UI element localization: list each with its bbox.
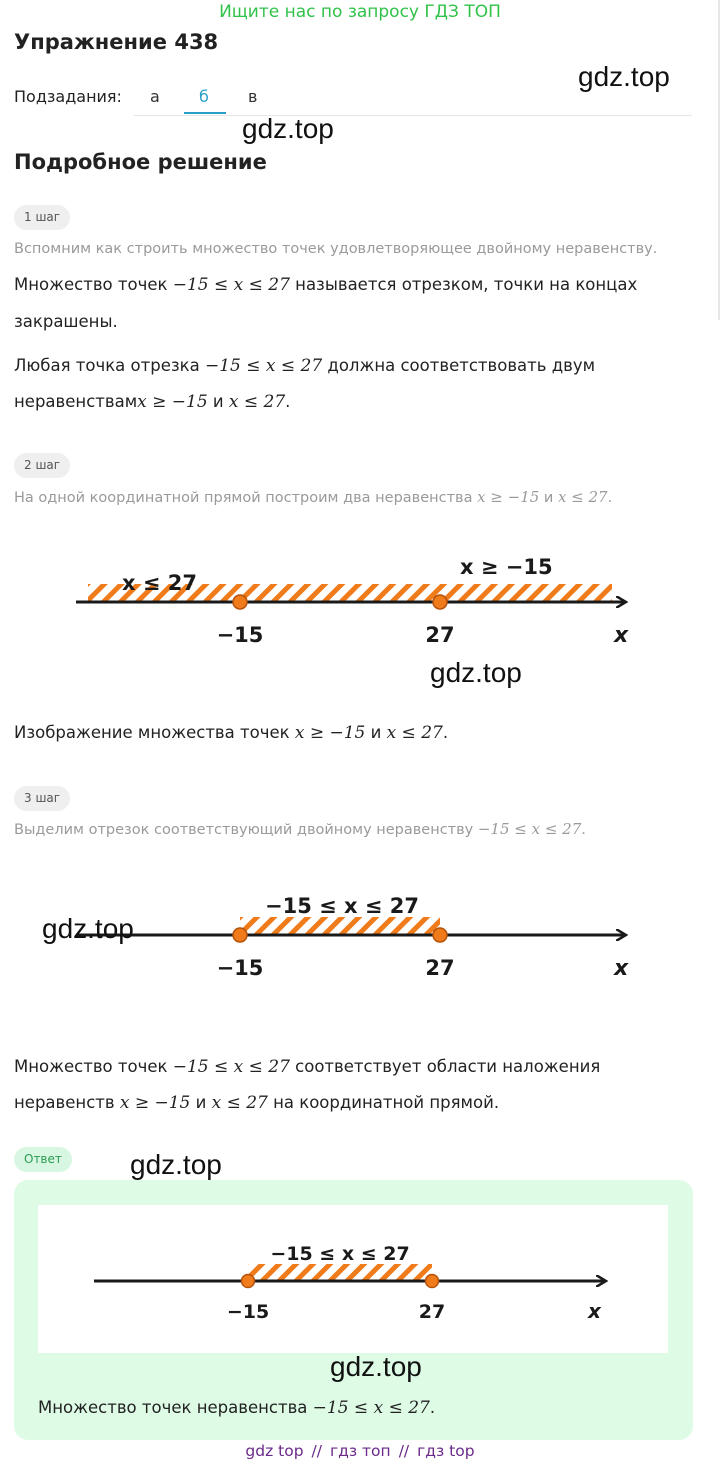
tick-label-27: 27 xyxy=(425,956,455,980)
answer-chip: Ответ xyxy=(14,1147,72,1172)
watermark: gdz.top xyxy=(242,113,334,144)
hatch-overlap xyxy=(240,584,440,602)
point-27 xyxy=(433,595,447,609)
tick-label-27: 27 xyxy=(425,623,455,647)
number-line-segment xyxy=(60,873,660,988)
answer-number-line xyxy=(80,1222,640,1334)
step-3-hint: Выделим отрезок соответствующий двойному неравенству −15 ≤ x ≤ 27. xyxy=(14,820,586,838)
watermark: gdz.top xyxy=(578,61,670,92)
axis-label-x: x xyxy=(588,1299,601,1323)
math-expression: x ≤ 27 xyxy=(228,392,286,412)
step-1-hint: Вспомним как строить множество точек удовлетворяющее двойному неравенству. xyxy=(14,241,658,257)
tick-label-minus15: −15 xyxy=(216,956,264,980)
footer-link[interactable]: гдз top xyxy=(417,1442,475,1460)
footer-link[interactable]: gdz top xyxy=(245,1442,304,1460)
point-minus15 xyxy=(242,1275,255,1288)
step-3-paragraph-cont: неравенств x ≥ −15 и x ≤ 27 на координатной прямой. xyxy=(14,1093,500,1113)
subtasks-divider xyxy=(134,115,692,116)
search-banner[interactable]: Ищите нас по запросу ГДЗ ТОП xyxy=(219,2,501,22)
watermark: gdz.top xyxy=(430,657,522,688)
tick-label-minus15: −15 xyxy=(226,1301,270,1323)
axis-label-x: x xyxy=(614,623,629,648)
watermark: gdz.top xyxy=(130,1149,222,1180)
active-tab-indicator xyxy=(184,112,226,114)
number-line-two-inequalities xyxy=(60,540,660,660)
subtask-tab-a[interactable]: а xyxy=(150,87,160,106)
label-double-inequality: −15 ≤ x ≤ 27 xyxy=(270,1243,410,1265)
math-expression: −15 ≤ x ≤ 27 xyxy=(172,275,290,295)
point-minus15 xyxy=(233,595,247,609)
page-title: Упражнение 438 xyxy=(14,30,219,54)
label-x-ge-minus15: x ≥ −15 xyxy=(460,555,553,579)
label-x-le-27: x ≤ 27 xyxy=(122,571,197,595)
subtask-tab-b[interactable]: б xyxy=(199,87,209,106)
footer-link[interactable]: гдз топ xyxy=(330,1442,391,1460)
solution-heading: Подробное решение xyxy=(14,150,267,174)
step-1-paragraph-2: Любая точка отрезка −15 ≤ x ≤ 27 должна соответствовать двум xyxy=(14,356,596,376)
subtasks-label: Подзадания: xyxy=(14,87,122,106)
footer-links xyxy=(0,1442,720,1460)
point-27 xyxy=(426,1275,439,1288)
step-1-chip: 1 шаг xyxy=(14,205,70,230)
math-expression: −15 ≤ x ≤ 27 xyxy=(204,356,323,376)
step-3-chip: 3 шаг xyxy=(14,786,70,811)
hatch-segment xyxy=(248,1264,432,1281)
math-expression: x ≥ −15 xyxy=(137,392,208,412)
tick-label-27: 27 xyxy=(418,1301,446,1323)
axis-label-x: x xyxy=(614,956,629,981)
hatch-x-ge-minus15-right xyxy=(440,584,612,602)
step-2-chip: 2 шаг xyxy=(14,453,70,478)
point-minus15 xyxy=(233,928,247,942)
step-3-paragraph: Множество точек −15 ≤ x ≤ 27 соответствует области наложения xyxy=(14,1057,601,1077)
step-1-paragraph-1: Множество точек −15 ≤ x ≤ 27 называется отрезком, точки на концах xyxy=(14,275,638,295)
watermark: gdz.top xyxy=(42,913,134,944)
step-2-caption: Изображение множества точек x ≥ −15 и x ≤ 27. xyxy=(14,723,449,743)
footer-separator: // xyxy=(398,1442,410,1460)
subtask-tab-v[interactable]: в xyxy=(248,87,258,106)
step-2-hint: На одной координатной прямой построим два неравенства x ≥ −15 и x ≤ 27. xyxy=(14,488,613,506)
watermark: gdz.top xyxy=(330,1351,422,1382)
point-27 xyxy=(433,928,447,942)
step-1-paragraph-2-cont: неравенствамx ≥ −15 и x ≤ 27. xyxy=(14,392,291,412)
label-double-inequality: −15 ≤ x ≤ 27 xyxy=(264,894,420,918)
hatch-segment xyxy=(240,917,440,935)
answer-text: Множество точек неравенства −15 ≤ x ≤ 27. xyxy=(38,1398,436,1418)
tick-label-minus15: −15 xyxy=(216,623,264,647)
step-1-paragraph-1-cont: закрашены. xyxy=(14,312,118,331)
footer-separator: // xyxy=(311,1442,322,1460)
